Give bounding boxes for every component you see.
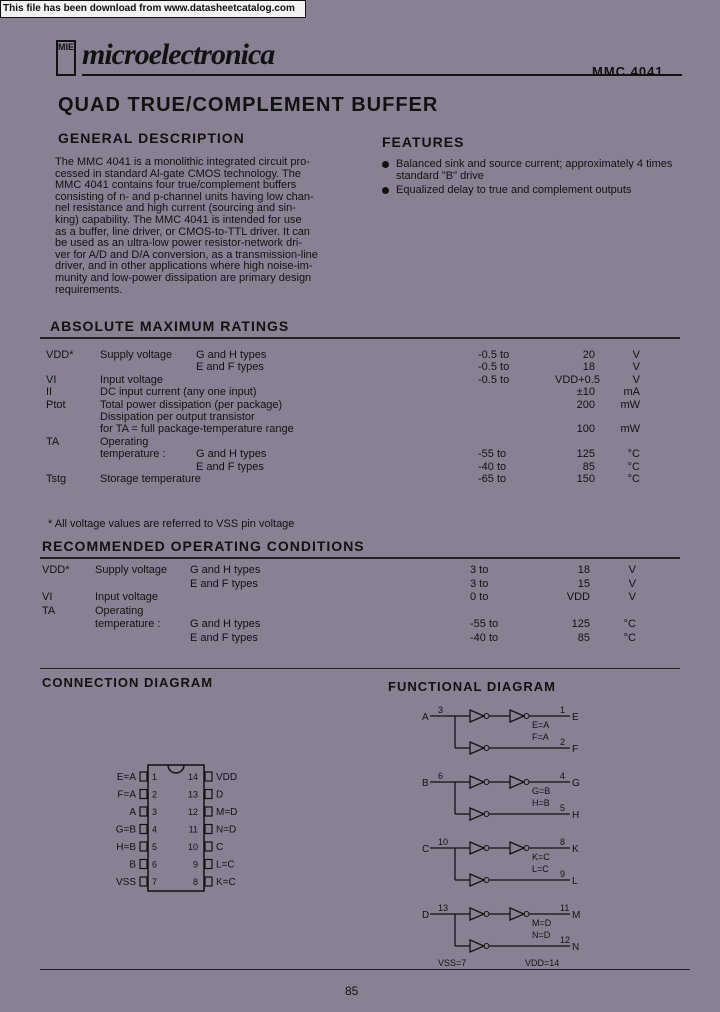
inverter-symbol bbox=[510, 908, 524, 920]
description-line: munity and low-power dissipation are primary design bbox=[55, 271, 312, 284]
cell-unit: mW bbox=[620, 423, 640, 436]
cell-unit: V bbox=[628, 591, 636, 603]
description-line: MMC 4041 contains four true/complement buffers bbox=[55, 179, 297, 192]
cell-max: 85 bbox=[577, 631, 590, 644]
cell-param: Storage temperature bbox=[100, 473, 201, 485]
pin-box bbox=[140, 825, 147, 834]
cell-min: -40 to bbox=[478, 460, 507, 473]
pin-box bbox=[205, 860, 212, 869]
cell-max: 18 bbox=[582, 361, 595, 374]
inverter-symbol bbox=[470, 742, 484, 754]
pin-label: F=A bbox=[117, 789, 136, 801]
pin-number: 5 bbox=[152, 842, 158, 852]
output-label: L bbox=[572, 876, 578, 887]
pin-number: 2 bbox=[152, 789, 158, 800]
description-line: cessed in standard Al-gate CMOS technology. The bbox=[55, 167, 302, 180]
cell-max: 125 bbox=[571, 618, 590, 630]
pin-number: 1 bbox=[560, 705, 566, 715]
inverter-symbol bbox=[510, 842, 524, 854]
output-label: K bbox=[572, 844, 579, 855]
pin-label: A bbox=[129, 807, 136, 818]
pin-number: 13 bbox=[438, 903, 449, 913]
bullet-icon bbox=[382, 187, 389, 194]
company-logo: microelectronica bbox=[82, 38, 275, 71]
cell-param: temperature : bbox=[95, 618, 161, 630]
footer-rule bbox=[40, 969, 690, 970]
inverter-symbol bbox=[470, 776, 484, 788]
description-line: requirements. bbox=[55, 283, 123, 296]
cell-sym: VDD* bbox=[42, 564, 70, 576]
pin-number: 4 bbox=[152, 824, 158, 835]
equation-label: N=D bbox=[532, 930, 551, 940]
cell-unit: °C bbox=[627, 460, 640, 473]
cell-cond: E and F types bbox=[190, 631, 258, 644]
pin-box bbox=[205, 772, 212, 781]
cell-param: Supply voltage bbox=[95, 564, 168, 576]
pin-label: L=C bbox=[216, 859, 235, 871]
connection-diagram bbox=[100, 760, 260, 900]
cell-unit: °C bbox=[627, 448, 640, 461]
cell-max: 200 bbox=[576, 398, 595, 411]
cell-max: ±10 bbox=[576, 386, 595, 399]
pin-label: D bbox=[216, 789, 224, 801]
recommended-operating-heading: RECOMMENDED OPERATING CONDITIONS bbox=[42, 538, 365, 554]
ic-notch bbox=[168, 765, 184, 773]
cell-param: Dissipation per output transistor bbox=[100, 411, 255, 423]
cell-min: -0.5 to bbox=[478, 373, 510, 386]
cell-unit: mW bbox=[620, 398, 640, 411]
pin-box bbox=[140, 877, 147, 886]
cell-max: 18 bbox=[577, 564, 590, 576]
cell-min: -0.5 to bbox=[478, 361, 510, 374]
cell-max: 125 bbox=[576, 448, 595, 461]
pin-number: 3 bbox=[438, 705, 444, 715]
pin-label: C bbox=[216, 842, 224, 853]
description-line: as a buffer, line driver, or CMOS-to-TTL driver. It can bbox=[55, 225, 310, 238]
cell-cond: G and H types bbox=[196, 349, 267, 361]
pin-label: G=B bbox=[115, 824, 136, 836]
logo-mark: MIE bbox=[56, 40, 76, 76]
pin-label: VDD bbox=[216, 772, 238, 783]
cell-max: VDD+0.5 bbox=[555, 373, 600, 386]
inverter-symbol bbox=[510, 776, 524, 788]
pin-number: 6 bbox=[152, 859, 158, 870]
voltage-footnote: * All voltage values are referred to VSS pin voltage bbox=[48, 518, 295, 530]
pin-box bbox=[205, 807, 212, 816]
cell-param: Operating bbox=[95, 604, 144, 617]
description-line: ver for A/D and D/A conversion, as a transmission-line bbox=[55, 248, 318, 261]
pin-number: 4 bbox=[560, 771, 566, 781]
section-rule bbox=[40, 557, 680, 559]
cell-cond: E and F types bbox=[190, 577, 258, 590]
pin-number: 14 bbox=[187, 772, 198, 782]
output-label: N bbox=[572, 942, 580, 953]
inverter-symbol bbox=[470, 940, 484, 952]
cell-cond: E and F types bbox=[196, 361, 264, 374]
description-line: nel resistance and high current (sourcing and sin- bbox=[55, 202, 296, 215]
pin-number: 2 bbox=[560, 737, 566, 747]
cell-param: temperature : bbox=[100, 448, 166, 461]
output-label: F bbox=[572, 744, 579, 755]
pin-box bbox=[205, 790, 212, 799]
vss-label: VSS=7 bbox=[438, 958, 467, 968]
pin-number: 8 bbox=[192, 877, 198, 887]
pin-number: 3 bbox=[152, 807, 158, 817]
cell-sym: VI bbox=[46, 373, 57, 386]
cell-param: Supply voltage bbox=[100, 349, 173, 361]
input-label: B bbox=[422, 778, 429, 789]
pin-label: E=A bbox=[116, 772, 136, 783]
pin-number: 8 bbox=[560, 837, 566, 847]
page-number: 85 bbox=[345, 984, 359, 998]
output-label: M bbox=[572, 910, 581, 921]
cell-unit: V bbox=[628, 564, 636, 576]
pin-number: 9 bbox=[560, 869, 566, 879]
pin-number: 10 bbox=[438, 837, 449, 847]
cell-param: for TA = full package-temperature range bbox=[100, 423, 294, 436]
pin-box bbox=[140, 807, 147, 816]
equation-label: G=B bbox=[532, 786, 551, 796]
general-description-heading: GENERAL DESCRIPTION bbox=[58, 130, 245, 146]
cell-min: 0 to bbox=[470, 591, 489, 603]
inverter-symbol bbox=[470, 710, 484, 722]
cell-unit: V bbox=[632, 373, 640, 386]
pin-number: 5 bbox=[560, 803, 566, 813]
page-title: QUAD TRUE/COMPLEMENT BUFFER bbox=[58, 94, 439, 116]
cell-param: Input voltage bbox=[100, 373, 163, 386]
bullet-icon bbox=[382, 161, 389, 168]
cell-sym: II bbox=[46, 386, 53, 399]
output-label: H bbox=[572, 810, 580, 821]
cell-param: DC input current (any one input) bbox=[100, 386, 257, 399]
cell-param: Total power dissipation (per package) bbox=[100, 398, 283, 411]
description-line: be used as an ultra-low power resistor-network dri- bbox=[55, 237, 302, 250]
pin-box bbox=[205, 842, 212, 851]
section-rule bbox=[40, 337, 680, 339]
cell-param: Input voltage bbox=[95, 591, 158, 603]
cell-max: 150 bbox=[576, 473, 595, 485]
pin-box bbox=[140, 860, 147, 869]
functional-diagram bbox=[410, 700, 610, 970]
features-list bbox=[382, 158, 682, 198]
cell-param: Operating bbox=[100, 435, 149, 448]
pin-label: M=D bbox=[216, 807, 238, 818]
pin-number: 13 bbox=[187, 789, 198, 800]
output-label: G bbox=[572, 778, 580, 789]
cell-unit: °C bbox=[627, 473, 640, 485]
feature-item: Balanced sink and source current; approximately 4 times standard "B" drive bbox=[382, 158, 682, 182]
pin-label: B bbox=[129, 859, 136, 871]
cell-unit: °C bbox=[623, 618, 636, 630]
pin-label: N=D bbox=[216, 824, 237, 836]
cell-unit: mA bbox=[623, 386, 640, 399]
feature-item: Equalized delay to true and complement outputs bbox=[382, 184, 682, 196]
equation-label: H=B bbox=[532, 798, 550, 808]
equation-label: L=C bbox=[532, 864, 549, 874]
cell-min: -55 to bbox=[478, 448, 507, 461]
equation-label: K=C bbox=[532, 852, 550, 862]
functional-diagram-heading: FUNCTIONAL DIAGRAM bbox=[388, 679, 556, 694]
output-label: E bbox=[572, 712, 579, 723]
cell-unit: °C bbox=[623, 631, 636, 644]
pin-label: K=C bbox=[216, 877, 236, 888]
pin-label: H=B bbox=[116, 842, 136, 853]
description-line: driver, and in other applications where high noise-im- bbox=[55, 260, 313, 273]
cell-max: 20 bbox=[582, 349, 595, 361]
description-line: consisting of n- and p-channel units having low chan- bbox=[55, 190, 314, 203]
pin-box bbox=[140, 772, 147, 781]
pin-number: 11 bbox=[188, 824, 198, 835]
pin-box bbox=[205, 825, 212, 834]
pin-box bbox=[140, 842, 147, 851]
cell-max: VDD bbox=[566, 591, 590, 603]
equation-label: M=D bbox=[532, 918, 552, 928]
cell-sym: VDD* bbox=[46, 349, 74, 361]
pin-box bbox=[140, 790, 147, 799]
general-description-text bbox=[55, 157, 355, 296]
cell-unit: V bbox=[632, 361, 640, 374]
cell-min: 3 to bbox=[470, 577, 489, 590]
cell-sym: Tstg bbox=[46, 473, 67, 485]
download-banner: This file has been download from www.datasheetcatalog.com bbox=[0, 0, 306, 18]
cell-min: -65 to bbox=[478, 473, 507, 485]
cell-min: -55 to bbox=[470, 618, 499, 630]
inverter-symbol bbox=[470, 808, 484, 820]
pin-box bbox=[205, 877, 212, 886]
pin-number: 6 bbox=[438, 771, 444, 781]
features-heading: FEATURES bbox=[382, 134, 465, 150]
cell-sym: TA bbox=[46, 435, 60, 448]
pin-number: 10 bbox=[187, 842, 198, 852]
input-label: A bbox=[422, 712, 429, 723]
input-label: C bbox=[422, 844, 430, 855]
inverter-symbol bbox=[510, 710, 524, 722]
connection-diagram-heading: CONNECTION DIAGRAM bbox=[42, 675, 214, 690]
cell-max: 85 bbox=[582, 460, 595, 473]
input-label: D bbox=[422, 910, 430, 921]
pin-number: 11 bbox=[560, 903, 570, 913]
pin-number: 1 bbox=[152, 772, 158, 782]
pin-number: 12 bbox=[187, 807, 198, 817]
cell-cond: G and H types bbox=[196, 448, 267, 461]
pin-number: 12 bbox=[560, 935, 571, 945]
equation-label: E=A bbox=[532, 720, 550, 730]
cell-sym: TA bbox=[42, 604, 56, 617]
description-line: The MMC 4041 is a monolithic integrated circuit pro- bbox=[55, 156, 310, 168]
cell-unit: V bbox=[632, 349, 640, 361]
cell-sym: Ptot bbox=[46, 398, 66, 411]
cell-min: -0.5 to bbox=[478, 349, 510, 361]
part-number: MMC 4041 bbox=[592, 64, 664, 79]
cell-sym: VI bbox=[42, 591, 53, 603]
equation-label: F=A bbox=[532, 732, 549, 742]
cell-unit: V bbox=[628, 577, 636, 590]
inverter-symbol bbox=[470, 874, 484, 886]
cell-max: 15 bbox=[577, 577, 590, 590]
vdd-label: VDD=14 bbox=[525, 958, 560, 968]
pin-number: 7 bbox=[152, 877, 158, 887]
pin-number: 9 bbox=[192, 859, 198, 870]
section-rule bbox=[40, 668, 680, 669]
pin-label: VSS bbox=[115, 877, 136, 888]
cell-cond: G and H types bbox=[190, 618, 261, 630]
cell-cond: G and H types bbox=[190, 564, 261, 576]
cell-min: 3 to bbox=[470, 564, 489, 576]
inverter-symbol bbox=[470, 908, 484, 920]
inverter-symbol bbox=[470, 842, 484, 854]
absolute-max-heading: ABSOLUTE MAXIMUM RATINGS bbox=[50, 318, 290, 334]
cell-max: 100 bbox=[576, 423, 595, 436]
description-line: king) capability. The MMC 4041 is intended for use bbox=[55, 213, 302, 226]
cell-min: -40 to bbox=[470, 631, 499, 644]
cell-cond: E and F types bbox=[196, 460, 264, 473]
